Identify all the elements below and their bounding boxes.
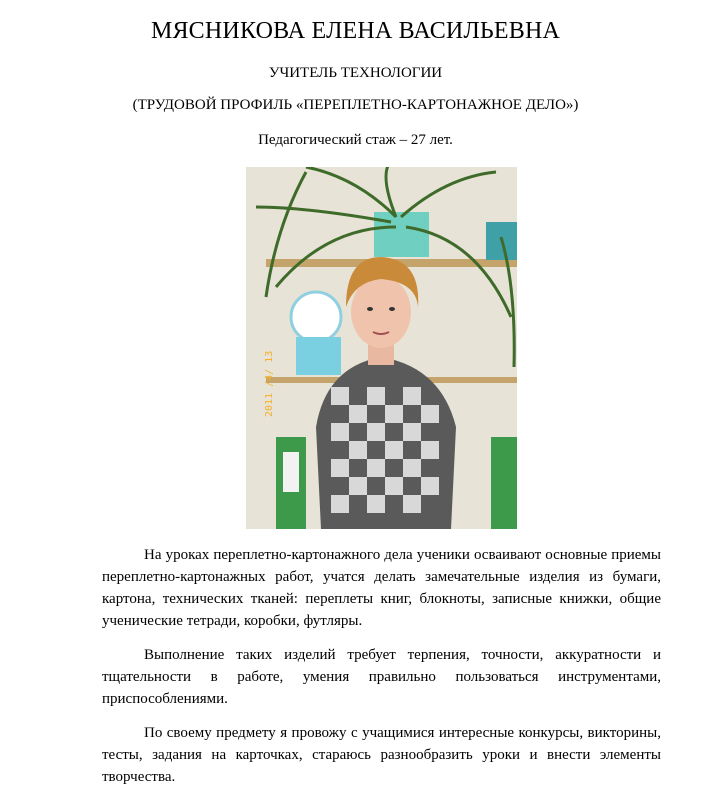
paragraph-1-text: На уроках переплетно-картонажного дела ученики осваивают основные приемы переплетно-картонажных работ, учатся делать замечательные изделия из бумаги, картона, технических тканей: переплеты книг, блокноты, записные книжки, общие ученические тетради, коробки, футляры. bbox=[102, 547, 661, 629]
paragraph-2-text: Выполнение таких изделий требует терпения, точности, аккуратности и тщательности в работе, умения правильно пользоваться инструментами, приспособлениями. bbox=[102, 647, 661, 707]
teacher-name: МЯСНИКОВА ЕЛЕНА ВАСИЛЬЕВНА bbox=[150, 18, 561, 44]
paragraph-3 bbox=[102, 722, 661, 788]
svg-text:2011 /4/ 13: 2011 /4/ 13 bbox=[264, 350, 275, 417]
paragraph-3-text: По своему предмету я провожу с учащимися интересные конкурсы, викторины, тесты, задания на карточках, стараюсь разнообразить уроки и внести элементы творчества. bbox=[102, 725, 661, 785]
teacher-profile: (ТРУДОВОЙ ПРОФИЛЬ «ПЕРЕПЛЕТНО-КАРТОНАЖНОЕ ДЕЛО») bbox=[132, 97, 579, 113]
paragraph-2 bbox=[102, 644, 661, 710]
teacher-position: УЧИТЕЛЬ ТЕХНОЛОГИИ bbox=[268, 65, 443, 81]
teacher-portrait-photo bbox=[246, 167, 517, 529]
teacher-experience: Педагогический стаж – 27 лет. bbox=[258, 132, 453, 148]
paragraph-1 bbox=[102, 544, 661, 632]
